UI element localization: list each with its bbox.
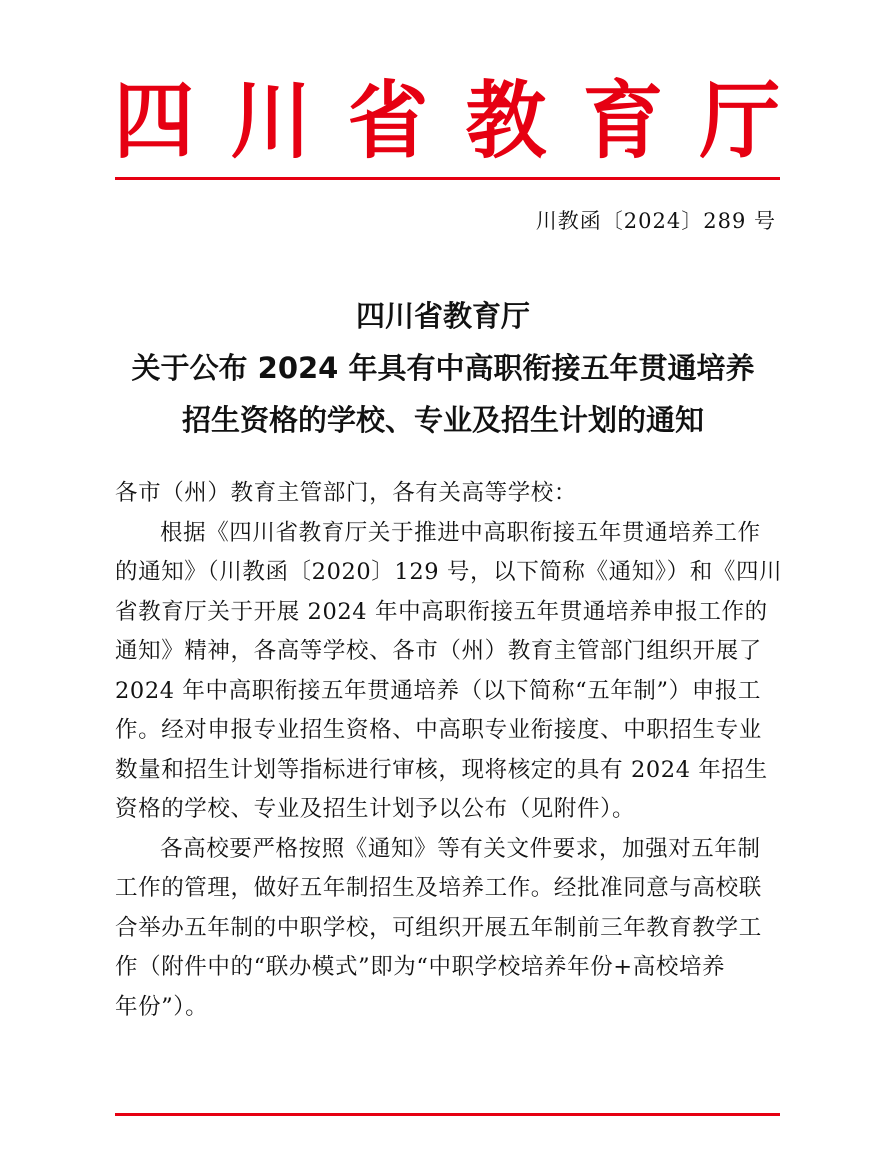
paragraph-line: 2024 年中高职衔接五年贯通培养（以下简称“五年制”）申报工: [115, 677, 762, 704]
masthead-char: 川: [230, 71, 312, 170]
masthead-title: [112, 71, 782, 170]
document-number: 川教函〔2024〕289 号: [535, 209, 776, 233]
salutation: 各市（州）教育主管部门，各有关高等学校：: [115, 480, 578, 506]
red-divider-top: [115, 177, 780, 180]
paragraph-line: 根据《四川省教育厅关于推进中高职衔接五年贯通培养工作: [160, 519, 761, 546]
masthead-char: 四: [113, 71, 195, 170]
paragraph-line: 数量和招生计划等指标进行审核，现将核定的具有 2024 年招生: [115, 756, 768, 783]
paragraph-line: 各高校要严格按照《通知》等有关文件要求，加强对五年制: [160, 835, 761, 862]
paragraph-line: 作。经对申报专业招生资格、中高职专业衔接度、中职招生专业: [115, 717, 762, 743]
document-body: [115, 474, 783, 1027]
title-line: 关于公布 2024 年具有中高职衔接五年贯通培养: [131, 351, 755, 385]
paragraph-line: 工作的管理，做好五年制招生及培养工作。经批准同意与高校联: [115, 875, 762, 901]
paragraph-line: 合举办五年制的中职学校，可组织开展五年制前三年教育教学工: [115, 914, 762, 941]
masthead-char: 育: [582, 71, 664, 170]
masthead-char: 厅: [699, 71, 781, 170]
document-title: [100, 290, 786, 446]
paragraph-line: 年份”）。: [115, 993, 209, 1020]
paragraph-line: 通知》精神，各高等学校、各市（州）教育主管部门组织开展了: [115, 638, 762, 664]
paragraph-line: 资格的学校、专业及招生计划予以公布（见附件）。: [115, 796, 636, 822]
masthead-char: 省: [348, 71, 429, 170]
title-line: 四川省教育厅: [355, 299, 530, 333]
paragraph-line: 的通知》（川教函〔2020〕129 号，以下简称《通知》）和《四川: [115, 559, 783, 585]
red-divider-bottom: [115, 1113, 780, 1116]
paragraph-line: 省教育厅关于开展 2024 年中高职衔接五年贯通培养申报工作的: [115, 598, 768, 625]
paragraph-line: 作（附件中的“联办模式”即为“中职学校培养年份+高校培养: [115, 954, 726, 980]
masthead-char: 教: [465, 71, 546, 170]
title-line: 招生资格的学校、专业及招生计划的通知: [181, 403, 704, 437]
